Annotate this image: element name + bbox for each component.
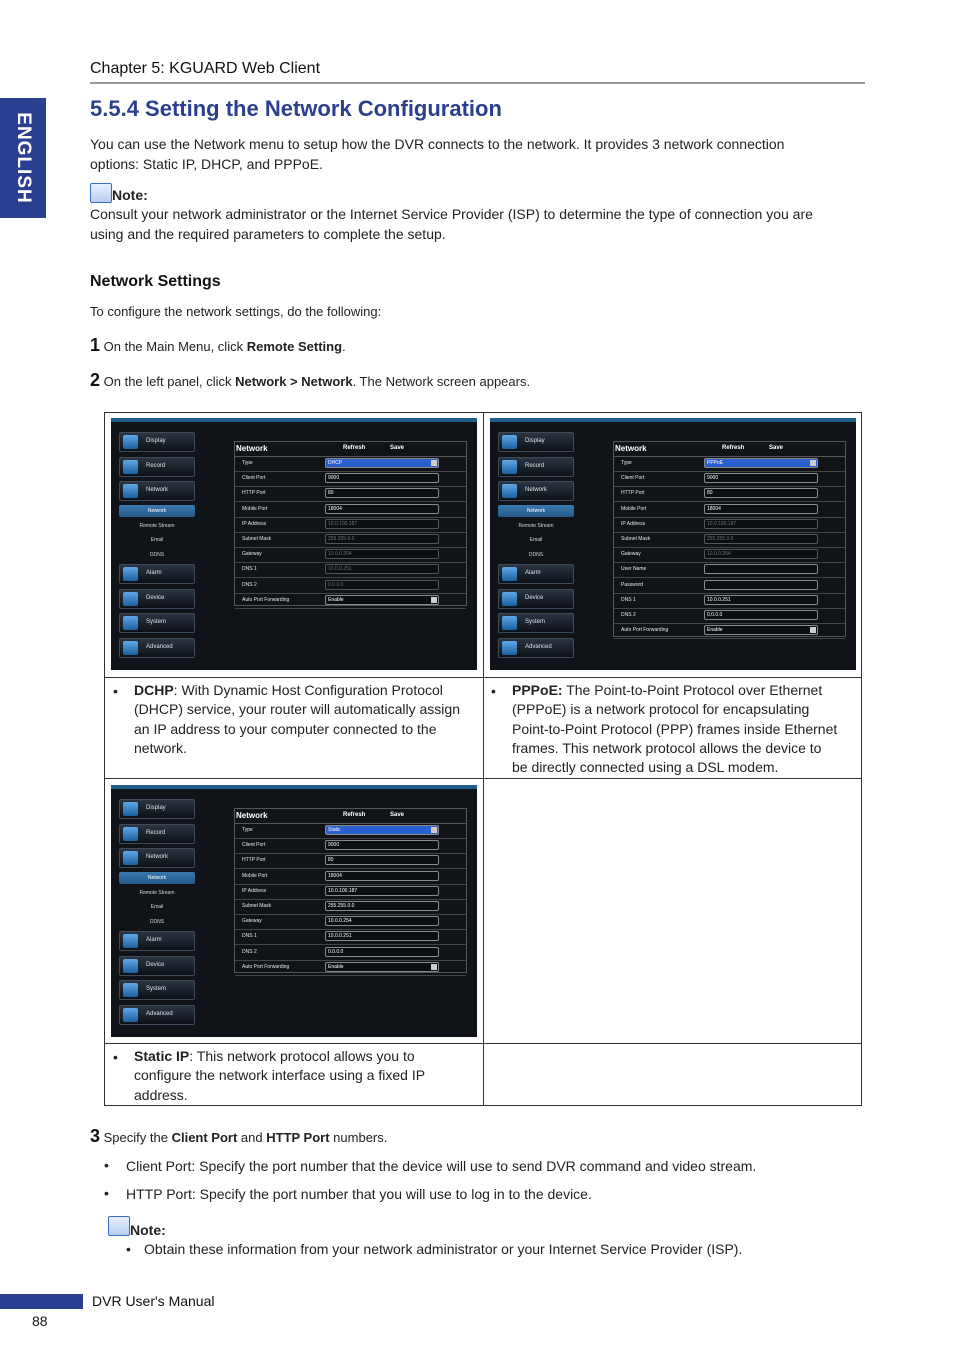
- dhcp-screenshot: [111, 418, 477, 670]
- field-input[interactable]: 255.255.0.0: [325, 534, 439, 544]
- field-input[interactable]: 10.0.0.254: [704, 549, 818, 559]
- field-label: Client Port: [621, 475, 645, 482]
- advanced-icon: [123, 1008, 138, 1022]
- field-input[interactable]: 18004: [325, 504, 439, 514]
- bullet: •: [104, 1185, 109, 1201]
- field-label: Type: [621, 460, 632, 466]
- advanced-icon: [502, 641, 517, 655]
- step-3-bold-1: Client Port: [171, 1130, 238, 1145]
- pppoe-line-4: frames. This network protocol allows the device to: [512, 739, 822, 756]
- field-input[interactable]: 80: [325, 855, 439, 865]
- screenshot-top-bar: [490, 418, 856, 422]
- note-line-2: using and the required parameters to complete the setup.: [90, 226, 446, 242]
- system-icon: [502, 616, 517, 630]
- intro-line-1: You can use the Network menu to setup how the DVR connects to the network. It provides 3 network connection: [90, 136, 785, 152]
- menu-item-label: System: [146, 619, 167, 626]
- device-icon: [123, 959, 138, 973]
- note-icon: [108, 1216, 130, 1236]
- menu-item-label: Network: [525, 487, 548, 493]
- form-row: [235, 547, 466, 563]
- submenu-remote-stream[interactable]: Remote Stream: [518, 522, 554, 529]
- device-icon: [123, 592, 138, 606]
- bullet: •: [491, 683, 496, 699]
- bullet: •: [126, 1241, 131, 1257]
- menu-item-label: Record: [146, 462, 166, 469]
- form-title: Network: [236, 811, 268, 820]
- dhcp-network-form: [234, 441, 467, 606]
- pppoe-screenshot: [490, 418, 856, 670]
- form-row: [235, 471, 466, 487]
- step-3-mid: and: [237, 1130, 267, 1145]
- field-input[interactable]: 10.0.100.187: [325, 886, 439, 896]
- submenu-remote-stream[interactable]: Remote Stream: [139, 522, 175, 529]
- display-icon: [123, 435, 138, 449]
- field-label: HTTP Port: [242, 857, 266, 864]
- advanced-icon: [123, 641, 138, 655]
- form-row: [614, 593, 845, 609]
- field-label: Mobile Port: [621, 505, 647, 512]
- field-label: Auto Port Forwarding: [242, 963, 290, 970]
- record-icon: [502, 460, 517, 474]
- step-3-end: numbers.: [329, 1130, 388, 1145]
- field-select[interactable]: Enable: [325, 595, 439, 605]
- menu-item-label: System: [525, 619, 546, 626]
- menu-item-label: Record: [525, 462, 545, 469]
- step-1: [90, 335, 346, 356]
- field-input[interactable]: 10.0.0.251: [325, 564, 439, 574]
- field-input[interactable]: 0.0.0.0: [325, 947, 439, 957]
- menu-item-display[interactable]: [119, 432, 195, 452]
- field-input[interactable]: 9000: [325, 840, 439, 850]
- record-icon: [123, 460, 138, 474]
- refresh-button[interactable]: Refresh: [343, 445, 366, 451]
- field-label: Auto Port Forwarding: [242, 596, 290, 603]
- chapter-header: Chapter 5: KGUARD Web Client: [90, 60, 321, 77]
- menu-item-label: Display: [525, 438, 545, 444]
- form-row: [614, 502, 845, 518]
- form-header: [235, 809, 466, 824]
- field-label: DNS 2: [621, 612, 636, 618]
- intro-line-2: options: Static IP, DHCP, and PPPoE.: [90, 156, 323, 172]
- step-2-text: On the left panel, click: [103, 374, 236, 389]
- field-label: IP Address: [621, 520, 646, 527]
- client-port-bullet: Client Port: Specify the port number that the device will use to send DVR command and video stream.: [126, 1158, 757, 1174]
- field-input[interactable]: 255.255.0.0: [704, 534, 818, 544]
- static-description: [134, 1047, 425, 1105]
- bullet: •: [104, 1157, 109, 1173]
- static-term: Static IP: [134, 1048, 190, 1064]
- menu-item-device[interactable]: [119, 589, 195, 609]
- language-tab-label: ENGLISH: [13, 112, 34, 204]
- bullet: •: [113, 1049, 118, 1065]
- field-label: Subnet Mask: [242, 536, 272, 542]
- form-row: [235, 562, 466, 578]
- menu-item-label: Alarm: [146, 570, 162, 576]
- form-row: [235, 502, 466, 518]
- form-row: [235, 578, 466, 594]
- field-input[interactable]: 80: [325, 488, 439, 498]
- form-row: [235, 914, 466, 930]
- field-input[interactable]: 10.0.100.187: [325, 519, 439, 529]
- step-1-text: On the Main Menu, click: [103, 339, 247, 354]
- pppoe-description: [512, 681, 837, 777]
- network-icon: [123, 484, 138, 498]
- dhcp-line-1: : With Dynamic Host Configuration Protocol: [173, 682, 443, 698]
- page-title: 5.5.4 Setting the Network Configuration: [90, 96, 502, 121]
- form-row: [614, 517, 845, 533]
- field-input[interactable]: 10.0.100.187: [704, 519, 818, 529]
- network-type-table: [104, 412, 862, 1106]
- pppoe-line-3: Point-to-Point Protocol (PPP) frames inside Ethernet: [512, 720, 838, 737]
- field-input[interactable]: 255.255.0.0: [325, 901, 439, 911]
- menu-item-alarm[interactable]: [498, 564, 574, 584]
- form-header: [235, 442, 466, 457]
- menu-item-record[interactable]: [498, 457, 574, 477]
- menu-item-system[interactable]: [119, 980, 195, 1000]
- menu-item-network[interactable]: [119, 848, 195, 868]
- note-icon: [90, 183, 112, 203]
- network-icon: [502, 484, 517, 498]
- submenu-network[interactable]: Network: [498, 505, 574, 517]
- note-label: Note:: [130, 1222, 166, 1238]
- form-row: [235, 929, 466, 945]
- menu-item-label: Network: [146, 487, 169, 493]
- step-3-number: 3: [90, 1126, 101, 1146]
- dhcp-line-4: network.: [134, 739, 187, 756]
- field-input[interactable]: 9000: [325, 473, 439, 483]
- menu-item-label: Alarm: [525, 570, 541, 576]
- form-row: [235, 532, 466, 548]
- static-line-3: address.: [134, 1086, 188, 1103]
- menu-item-label: Display: [146, 438, 166, 444]
- field-input[interactable]: 9000: [704, 473, 818, 483]
- field-label: Gateway: [242, 551, 262, 558]
- form-row: [235, 838, 466, 854]
- form-row: [235, 823, 466, 839]
- screenshot-top-bar: [111, 785, 477, 789]
- field-select[interactable]: Static: [325, 825, 439, 835]
- menu-item-label: Device: [525, 594, 544, 601]
- field-input[interactable]: 10.0.0.254: [325, 916, 439, 926]
- system-icon: [123, 616, 138, 630]
- note-label: Note:: [112, 187, 148, 203]
- http-port-bullet: HTTP Port: Specify the port number that you will use to log in to the device.: [126, 1186, 592, 1202]
- table-column-divider: [483, 413, 484, 1105]
- dhcp-description: [134, 681, 460, 758]
- pppoe-line-1: The Point-to-Point Protocol over Ethernet: [562, 682, 823, 698]
- form-row: [235, 899, 466, 915]
- submenu-ddns[interactable]: DDNS: [528, 552, 544, 559]
- network-icon: [123, 851, 138, 865]
- menu-item-label: Record: [146, 829, 166, 836]
- menu-item-alarm[interactable]: [119, 564, 195, 584]
- menu-item-network[interactable]: [119, 481, 195, 501]
- field-label: DNS 1: [242, 566, 257, 573]
- field-label: HTTP Port: [621, 490, 645, 497]
- chevron-down-icon: [431, 460, 437, 466]
- menu-item-label: Network: [146, 854, 169, 860]
- note-2-line: Obtain these information from your network administrator or your Internet Service Provider (ISP).: [144, 1241, 743, 1257]
- menu-item-system[interactable]: [498, 613, 574, 633]
- field-label: DNS 1: [242, 933, 257, 940]
- form-row: [235, 960, 466, 976]
- form-header: [614, 442, 845, 457]
- field-label: Subnet Mask: [242, 903, 272, 909]
- form-row: [235, 853, 466, 869]
- section-heading: Network Settings: [90, 273, 221, 290]
- static-line-1: : This network protocol allows you to: [189, 1048, 415, 1064]
- dhcp-term: DCHP: [134, 682, 174, 698]
- menu-item-record[interactable]: [119, 457, 195, 477]
- menu-item-network[interactable]: [498, 481, 574, 501]
- form-row: [235, 486, 466, 502]
- display-icon: [502, 435, 517, 449]
- refresh-button[interactable]: Refresh: [722, 445, 745, 451]
- field-label: Client Port: [242, 842, 266, 849]
- menu-item-label: Alarm: [146, 937, 162, 943]
- field-label: Mobile Port: [242, 872, 268, 879]
- field-input[interactable]: 10.0.0.251: [704, 595, 818, 605]
- step-3: [90, 1126, 387, 1147]
- field-input[interactable]: [704, 580, 818, 590]
- alarm-icon: [123, 567, 138, 581]
- record-icon: [123, 827, 138, 841]
- field-label: DNS 2: [242, 581, 257, 588]
- menu-item-label: Advanced: [146, 644, 173, 651]
- static-line-2: configure the network interface using a fixed IP: [134, 1067, 426, 1084]
- submenu-network[interactable]: Network: [119, 505, 195, 517]
- dhcp-line-2: (DHCP) service, your router will automatically assign: [134, 701, 460, 718]
- form-row: [614, 486, 845, 502]
- step-3-bold-2: HTTP Port: [266, 1130, 330, 1145]
- form-row: [235, 945, 466, 961]
- menu-item-display[interactable]: [119, 799, 195, 819]
- field-label: HTTP Port: [242, 490, 266, 497]
- form-row: [235, 456, 466, 472]
- field-label: Subnet Mask: [621, 536, 651, 542]
- alarm-icon: [123, 934, 138, 948]
- menu-item-device[interactable]: [119, 956, 195, 976]
- step-1-number: 1: [90, 335, 101, 355]
- step-2-bold: Network > Network: [235, 374, 353, 389]
- menu-item-display[interactable]: [498, 432, 574, 452]
- step-2: [90, 370, 530, 391]
- note-line-1: Consult your network administrator or the Internet Service Provider (ISP) to determine the type of connection you are: [90, 206, 813, 222]
- alarm-icon: [502, 567, 517, 581]
- menu-item-system[interactable]: [119, 613, 195, 633]
- submenu-email[interactable]: Email: [150, 904, 164, 911]
- chevron-down-icon: [810, 460, 816, 466]
- pppoe-line-5: be directly connected using a DSL modem.: [512, 759, 779, 776]
- submenu-email[interactable]: Email: [150, 537, 164, 544]
- submenu-email[interactable]: Email: [529, 537, 543, 544]
- field-input[interactable]: 10.0.0.251: [325, 931, 439, 941]
- field-input[interactable]: 0.0.0.0: [704, 610, 818, 620]
- field-label: User Name: [621, 566, 647, 573]
- form-row: [614, 471, 845, 487]
- field-select[interactable]: PPPoE: [704, 458, 818, 468]
- field-input[interactable]: 80: [704, 488, 818, 498]
- refresh-button[interactable]: Refresh: [343, 812, 366, 818]
- menu-item-advanced[interactable]: [119, 1005, 195, 1025]
- menu-item-advanced[interactable]: [498, 638, 574, 658]
- menu-item-advanced[interactable]: [119, 638, 195, 658]
- step-3-text: Specify the: [103, 1130, 172, 1145]
- menu-item-label: Device: [146, 594, 165, 601]
- field-select[interactable]: DHCP: [325, 458, 439, 468]
- submenu-network[interactable]: Network: [119, 872, 195, 884]
- form-row: [614, 547, 845, 563]
- save-button[interactable]: Save: [769, 445, 784, 451]
- dhcp-line-3: an IP address to your computer connected to the: [134, 720, 437, 737]
- chevron-down-icon: [431, 827, 437, 833]
- form-row: [235, 884, 466, 900]
- menu-item-device[interactable]: [498, 589, 574, 609]
- submenu-ddns[interactable]: DDNS: [149, 552, 165, 559]
- display-icon: [123, 802, 138, 816]
- pppoe-term: PPPoE:: [512, 682, 563, 698]
- static-network-form: [234, 808, 467, 973]
- field-label: DNS 2: [242, 948, 257, 955]
- field-input[interactable]: [704, 564, 818, 574]
- device-icon: [502, 592, 517, 606]
- field-input[interactable]: 18004: [325, 871, 439, 881]
- form-row: [235, 593, 466, 609]
- field-label: Auto Port Forwarding: [621, 627, 669, 634]
- save-button[interactable]: Save: [390, 812, 405, 818]
- field-label: Client Port: [242, 475, 266, 482]
- step-1-bold: Remote Setting: [246, 339, 343, 354]
- menu-item-alarm[interactable]: [119, 931, 195, 951]
- menu-item-record[interactable]: [119, 824, 195, 844]
- form-title: Network: [236, 444, 268, 453]
- field-label: Type: [242, 460, 253, 466]
- field-label: Type: [242, 827, 253, 833]
- bullet: •: [113, 683, 118, 699]
- form-row: [614, 532, 845, 548]
- pppoe-line-2: (PPPoE) is a network protocol for encapsulating: [512, 701, 810, 718]
- field-input[interactable]: 18004: [704, 504, 818, 514]
- field-input[interactable]: 0.0.0.0: [325, 580, 439, 590]
- footer-bar: [0, 1294, 83, 1309]
- table-row-divider: [105, 677, 861, 678]
- form-title: Network: [615, 444, 647, 453]
- step-2-end: . The Network screen appears.: [352, 374, 531, 389]
- section-intro: To configure the network settings, do the following:: [90, 304, 382, 319]
- field-input[interactable]: 10.0.0.254: [325, 549, 439, 559]
- field-label: DNS 1: [621, 596, 636, 603]
- form-row: [614, 578, 845, 594]
- table-row-divider: [105, 778, 861, 779]
- header-divider: [90, 82, 865, 84]
- form-row: [614, 456, 845, 472]
- chevron-down-icon: [431, 597, 437, 603]
- chevron-down-icon: [431, 964, 437, 970]
- language-tab: [0, 98, 46, 218]
- table-row-divider: [105, 1043, 861, 1044]
- menu-item-label: Display: [146, 805, 166, 811]
- field-label: Gateway: [242, 918, 262, 925]
- field-select[interactable]: Enable: [325, 962, 439, 972]
- field-select[interactable]: Enable: [704, 625, 818, 635]
- field-label: Gateway: [621, 551, 641, 558]
- save-button[interactable]: Save: [390, 445, 405, 451]
- menu-item-label: Device: [146, 961, 165, 968]
- submenu-remote-stream[interactable]: Remote Stream: [139, 889, 175, 896]
- footer-title: DVR User's Manual: [92, 1293, 215, 1309]
- static-screenshot: [111, 785, 477, 1037]
- field-label: Mobile Port: [242, 505, 268, 512]
- form-row: [614, 623, 845, 639]
- menu-item-label: Advanced: [525, 644, 552, 651]
- form-row: [614, 562, 845, 578]
- field-label: IP Address: [242, 887, 267, 894]
- menu-item-label: System: [146, 986, 167, 993]
- page-number: 88: [32, 1313, 48, 1329]
- form-row: [235, 517, 466, 533]
- form-row: [235, 869, 466, 885]
- pppoe-network-form: [613, 441, 846, 637]
- menu-item-label: Advanced: [146, 1011, 173, 1018]
- screenshot-top-bar: [111, 418, 477, 422]
- field-label: IP Address: [242, 520, 267, 527]
- step-2-number: 2: [90, 370, 101, 390]
- step-1-end: .: [342, 339, 346, 354]
- field-label: Password: [621, 581, 643, 588]
- form-row: [614, 608, 845, 624]
- chevron-down-icon: [810, 627, 816, 633]
- submenu-ddns[interactable]: DDNS: [149, 919, 165, 926]
- system-icon: [123, 983, 138, 997]
